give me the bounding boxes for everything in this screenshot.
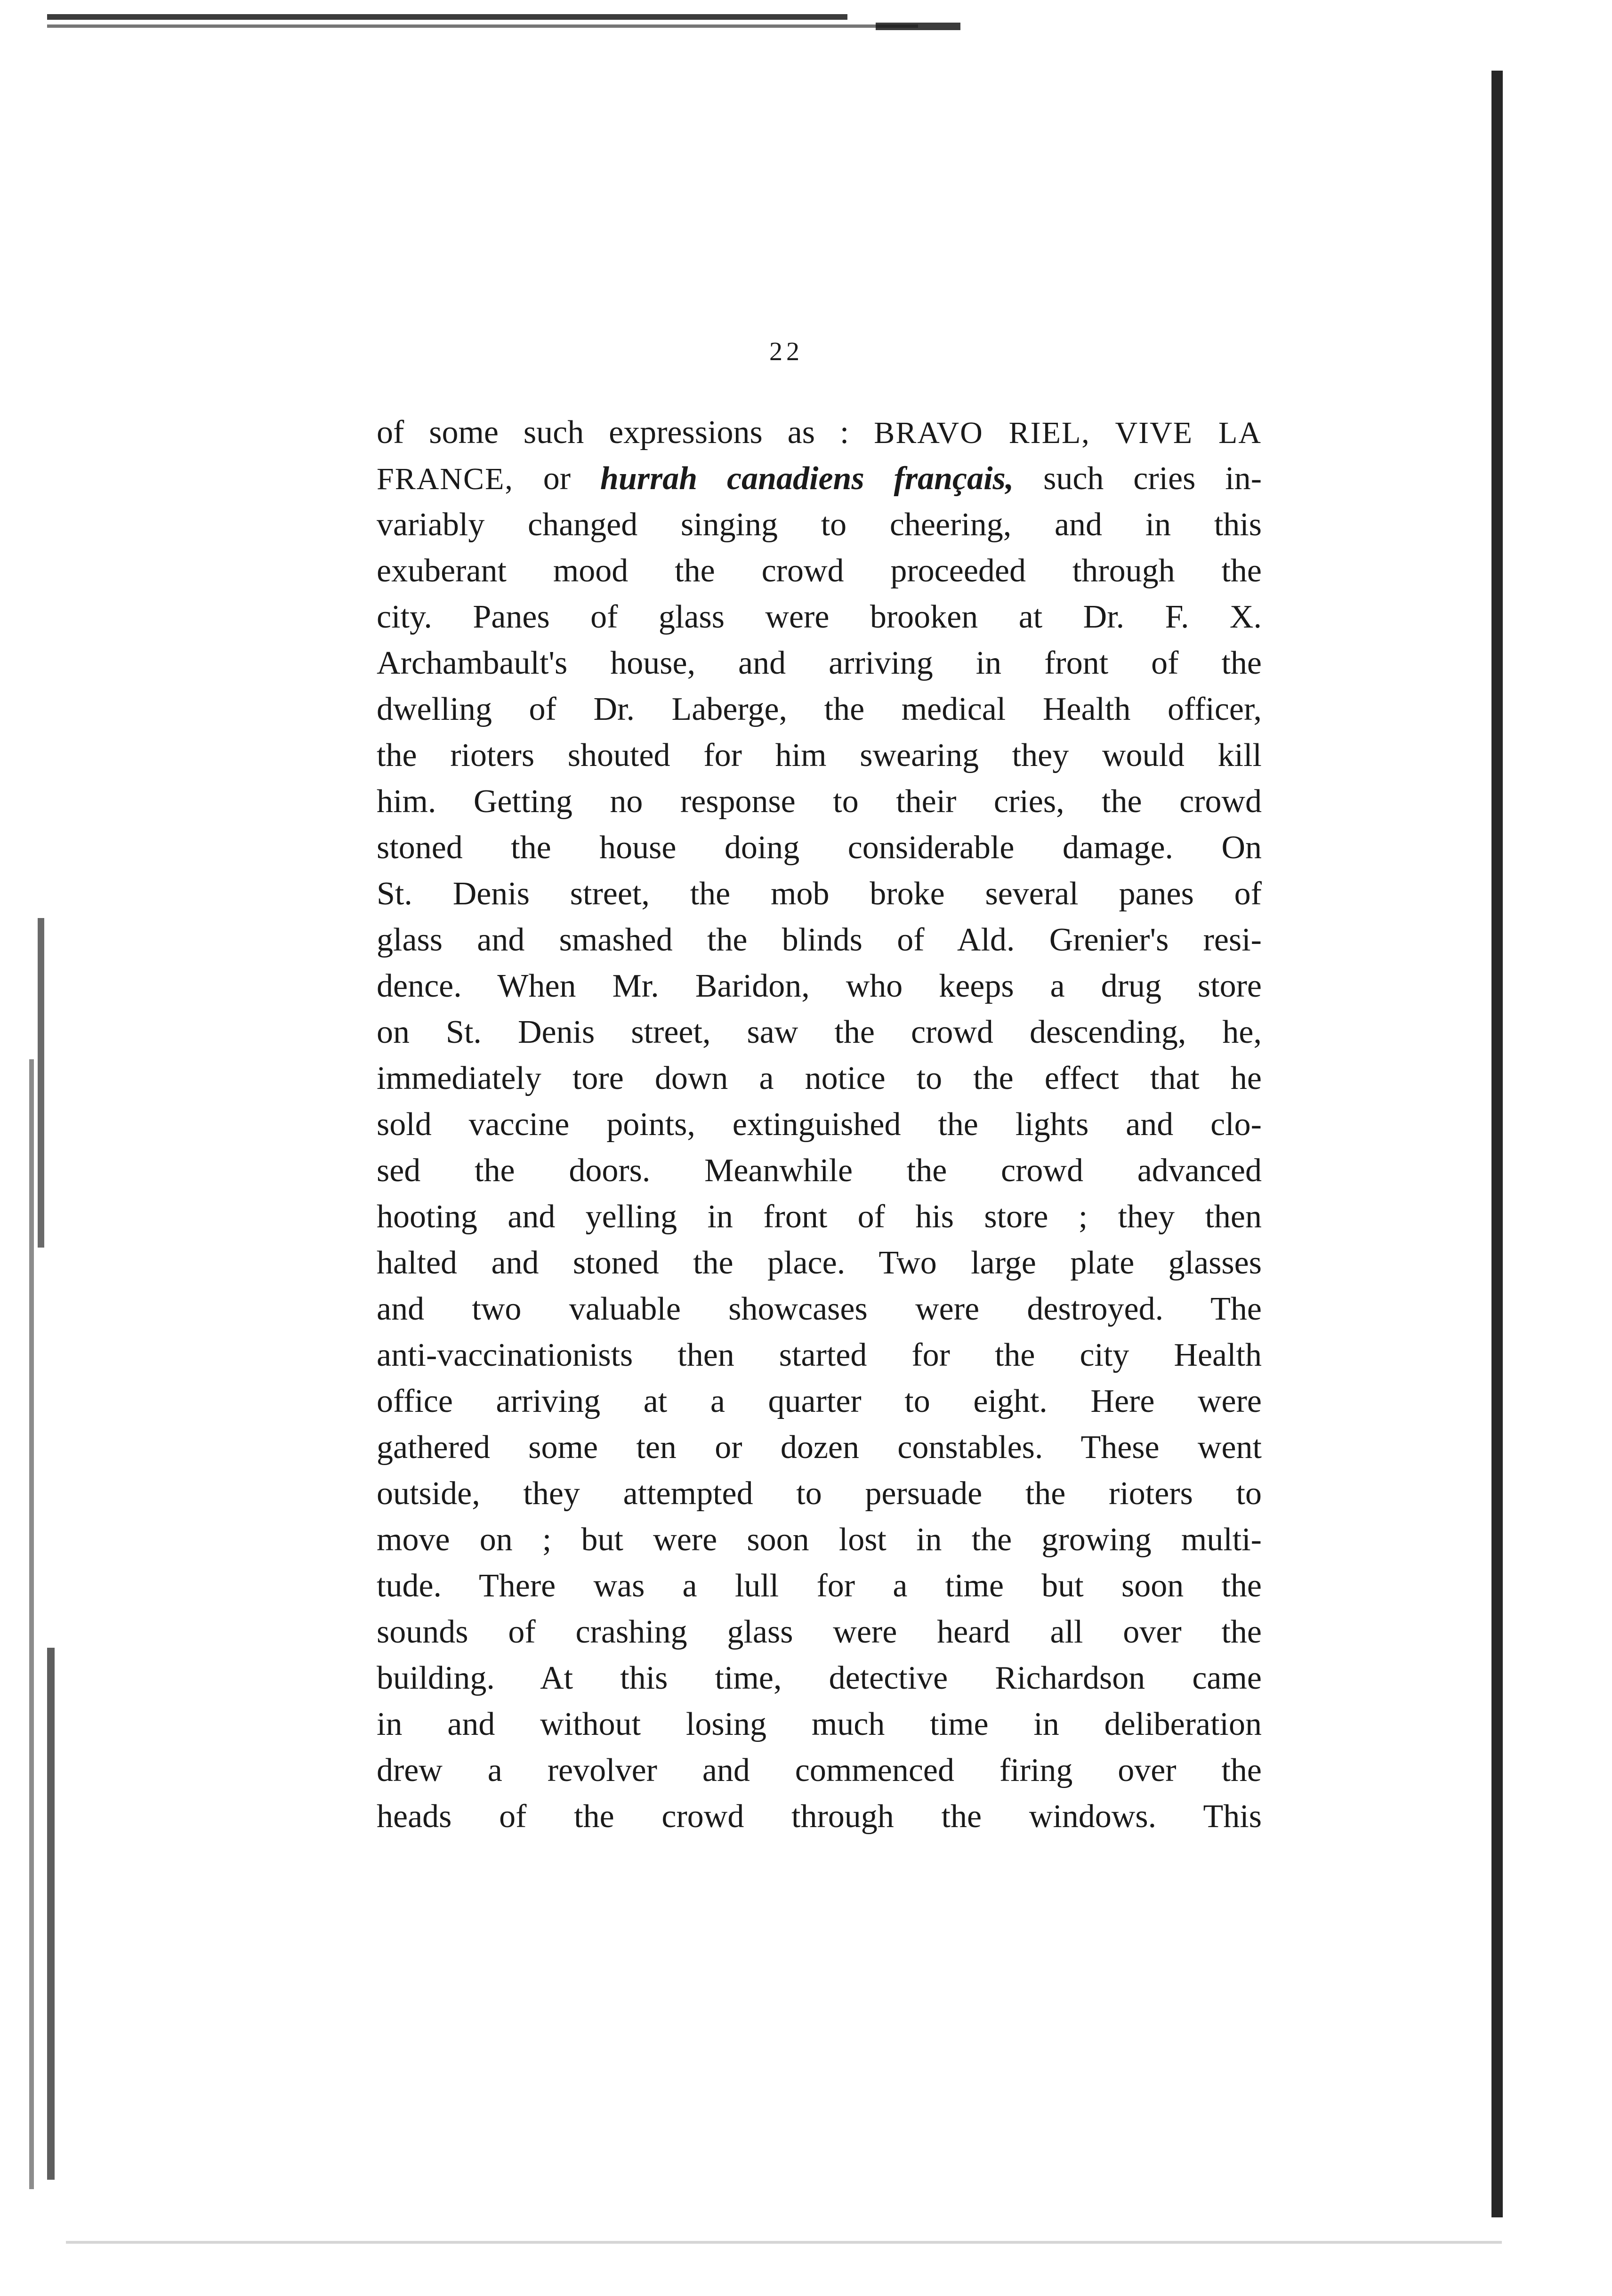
text-line: gathered some ten or dozen constables. These went <box>377 1429 1262 1466</box>
text-run: or <box>513 460 600 497</box>
text-line: office arriving at a quarter to eight. Here were <box>377 1383 1262 1419</box>
small-caps-run: BRAVO RIEL, VIVE LA <box>874 416 1262 450</box>
text-line: Archambault's house, and arriving in front of the <box>377 645 1262 681</box>
text-line: tude. There was a lull for a time but soon the <box>377 1568 1262 1604</box>
text-line: stoned the house doing considerable damage. On <box>377 830 1262 866</box>
text-line: sold vaccine points, extinguished the lights and clo- <box>377 1106 1262 1143</box>
text-line: in and without losing much time in deliberation <box>377 1706 1262 1742</box>
body-text <box>377 410 1262 1840</box>
text-line: St. Denis street, the mob broke several panes of <box>377 876 1262 912</box>
text-line: outside, they attempted to persuade the rioters to <box>377 1475 1262 1512</box>
scan-top-rule <box>47 14 847 20</box>
text-line: the rioters shouted for him swearing they would kill <box>377 737 1262 773</box>
text-line: city. Panes of glass were brooken at Dr. F. X. <box>377 599 1262 635</box>
text-line: and two valuable showcases were destroyed. The <box>377 1291 1262 1327</box>
text-line: hooting and yelling in front of his store ; they then <box>377 1199 1262 1235</box>
text-line: anti-vaccinationists then started for the city Health <box>377 1337 1262 1373</box>
text-line: drew a revolver and commenced firing over the <box>377 1752 1262 1788</box>
text-line: halted and stoned the place. Two large plate glasses <box>377 1245 1262 1281</box>
text-line: variably changed singing to cheering, and in this <box>377 507 1262 543</box>
small-caps-run: FRANCE, <box>377 462 514 496</box>
scan-right-edge-shadow <box>1491 71 1503 2217</box>
scan-top-mark <box>876 23 960 30</box>
scan-top-rule-thin <box>47 24 918 28</box>
text-line <box>377 410 1262 456</box>
text-line <box>377 456 1262 502</box>
italic-run: hurrah canadiens français, <box>600 460 1014 497</box>
text-run: such cries in- <box>1014 460 1262 497</box>
text-line: heads of the crowd through the windows. This <box>377 1798 1262 1835</box>
text-line: on St. Denis street, saw the crowd descending, he, <box>377 1014 1262 1050</box>
scan-left-edge-shadow <box>29 1059 34 2189</box>
text-run: of some such expressions as : <box>377 414 874 451</box>
page-number: 22 <box>769 337 803 366</box>
scan-left-edge-shadow <box>47 1648 55 2180</box>
text-line: glass and smashed the blinds of Ald. Grenier's resi- <box>377 922 1262 958</box>
text-line: dwelling of Dr. Laberge, the medical Health officer, <box>377 691 1262 727</box>
text-line: building. At this time, detective Richardson came <box>377 1660 1262 1696</box>
text-line: dence. When Mr. Baridon, who keeps a drug store <box>377 968 1262 1004</box>
text-line: him. Getting no response to their cries, the crowd <box>377 783 1262 820</box>
text-line: sed the doors. Meanwhile the crowd advanced <box>377 1152 1262 1189</box>
text-line: immediately tore down a notice to the effect that he <box>377 1060 1262 1096</box>
scan-left-edge-shadow <box>38 918 44 1248</box>
text-line: exuberant mood the crowd proceeded through the <box>377 553 1262 589</box>
scan-bottom-noise <box>66 2241 1502 2244</box>
text-line: move on ; but were soon lost in the growing multi- <box>377 1522 1262 1558</box>
text-line: sounds of crashing glass were heard all over the <box>377 1614 1262 1650</box>
